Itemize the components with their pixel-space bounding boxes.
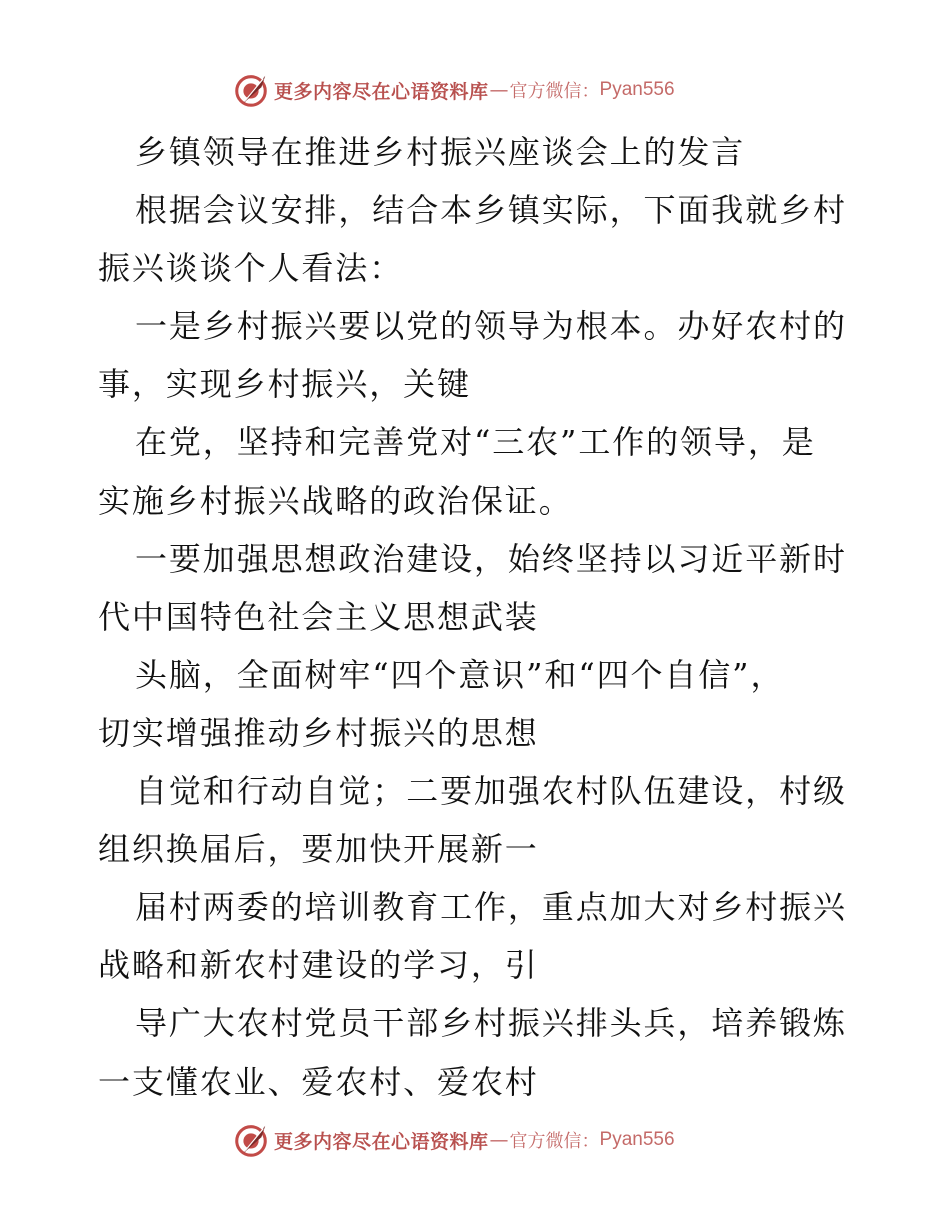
text-line: 届村两委的培训教育工作，重点加大对乡村振兴 <box>135 888 847 927</box>
banner-wechat-id: Pyan556 <box>599 79 675 100</box>
document-body <box>98 123 858 1111</box>
text-line: 切实增强推动乡村振兴的思想 <box>98 713 539 752</box>
text-line: 代中国特色社会主义思想武装 <box>98 597 539 636</box>
text-line: 战略和新农村建设的学习，引 <box>98 946 539 985</box>
text-line: 一支懂农业、爱农村、爱农村 <box>98 1062 539 1101</box>
banner-subtitle: 官方微信： <box>509 81 600 102</box>
quill-logo-icon <box>232 1121 270 1159</box>
text-line: 一是乡村振兴要以党的领导为根本。办好农村的 <box>135 307 847 346</box>
header-banner <box>232 70 675 110</box>
banner-dash: — <box>489 79 509 101</box>
text-line: 自觉和行动自觉；二要加强农村队伍建设，村级 <box>135 772 847 811</box>
text-line: 头脑，全面树牢“四个意识”和“四个自信”， <box>135 655 785 694</box>
banner-title: 更多内容尽在心语资料库 <box>274 1130 489 1153</box>
text-line: 根据会议安排，结合本乡镇实际，下面我就乡村 <box>135 191 847 230</box>
text-line: 振兴谈谈个人看法： <box>98 249 404 288</box>
banner-subtitle: 官方微信： <box>509 1131 600 1152</box>
document-title: 乡镇领导在推进乡村振兴座谈会上的发言 <box>135 133 746 171</box>
text-line: 导广大农村党员干部乡村振兴排头兵，培养锻炼 <box>135 1004 847 1043</box>
text-line: 实施乡村振兴战略的政治保证。 <box>98 481 573 520</box>
text-line: 组织换届后，要加快开展新一 <box>98 830 539 869</box>
text-line: 在党，坚持和完善党对“三农”工作的领导，是 <box>135 423 816 462</box>
text-line: 一要加强思想政治建设，始终坚持以习近平新时 <box>135 539 847 578</box>
text-line: 事，实现乡村振兴，关键 <box>98 365 471 404</box>
banner-title: 更多内容尽在心语资料库 <box>274 80 489 103</box>
banner-dash: — <box>489 1129 509 1151</box>
banner-wechat-id: Pyan556 <box>599 1129 675 1150</box>
footer-banner <box>232 1120 675 1160</box>
quill-logo-icon <box>232 71 270 109</box>
